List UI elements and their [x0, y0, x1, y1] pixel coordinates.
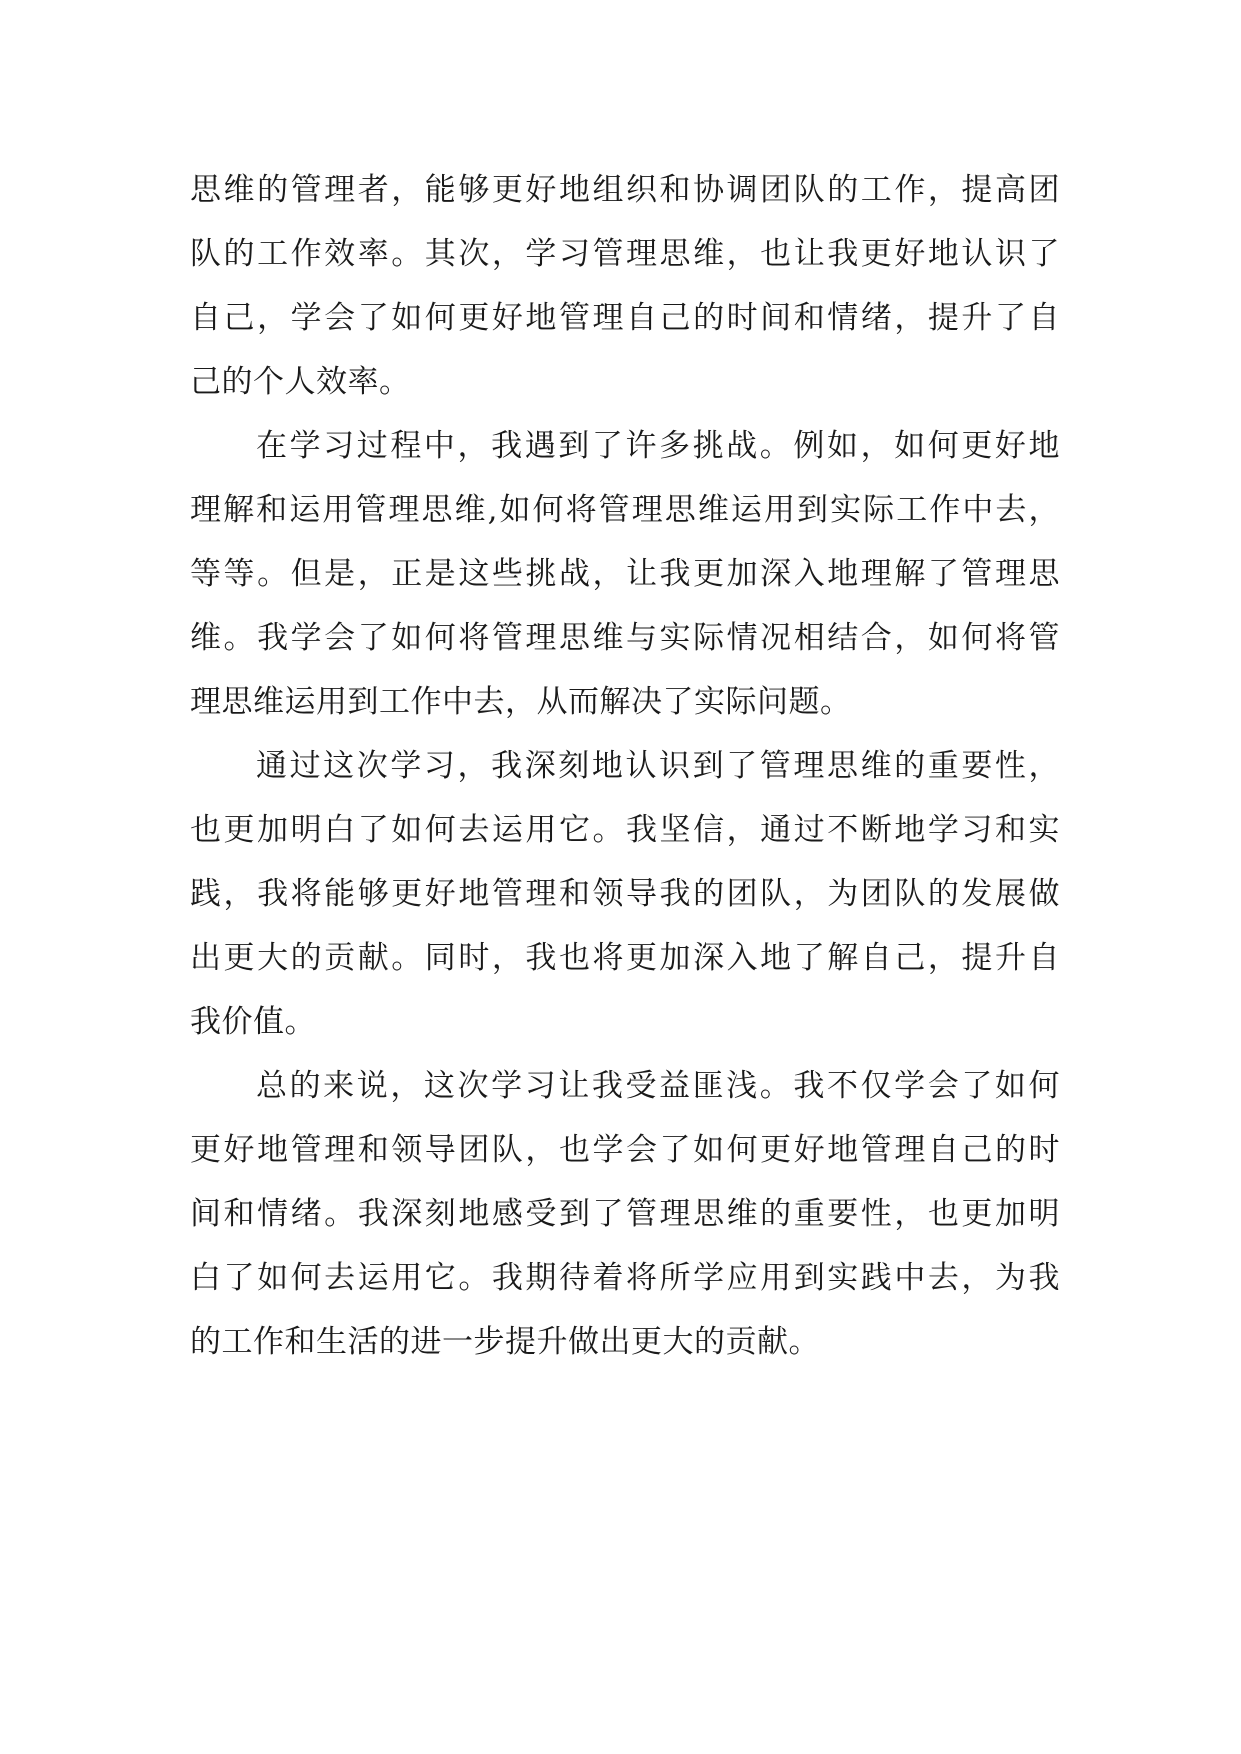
text-line: 理解和运用管理思维,如何将管理思维运用到实际工作中去， [190, 492, 1060, 528]
text-line: 间和情绪。我深刻地感受到了管理思维的重要性，也更加明 [190, 1196, 1060, 1232]
text-line: 等等。但是，正是这些挑战，让我更加深入地理解了管理思 [190, 556, 1060, 592]
text-line: 队的工作效率。其次，学习管理思维，也让我更好地认识了 [190, 236, 1060, 272]
text-line: 在学习过程中，我遇到了许多挑战。例如，如何更好地 [256, 428, 1060, 464]
text-line: 己的个人效率。 [190, 364, 411, 400]
text-line: 理思维运用到工作中去，从而解决了实际问题。 [190, 684, 852, 720]
text-line: 的工作和生活的进一步提升做出更大的贡献。 [190, 1324, 820, 1360]
text-line: 通过这次学习，我深刻地认识到了管理思维的重要性， [256, 748, 1060, 784]
text-line: 总的来说，这次学习让我受益匪浅。我不仅学会了如何 [256, 1068, 1060, 1104]
document-body [190, 158, 1060, 1374]
text-line: 我价值。 [190, 1004, 316, 1040]
text-line: 自己，学会了如何更好地管理自己的时间和情绪，提升了自 [190, 300, 1060, 336]
text-line: 更好地管理和领导团队，也学会了如何更好地管理自己的时 [190, 1132, 1060, 1168]
paragraph [190, 734, 1060, 1054]
paragraph [190, 414, 1060, 734]
text-line: 出更大的贡献。同时，我也将更加深入地了解自己，提升自 [190, 940, 1060, 976]
text-line: 也更加明白了如何去运用它。我坚信，通过不断地学习和实 [190, 812, 1060, 848]
paragraph [190, 158, 1060, 414]
paragraph [190, 1054, 1060, 1374]
text-line: 思维的管理者，能够更好地组织和协调团队的工作，提高团 [190, 172, 1060, 208]
text-line: 白了如何去运用它。我期待着将所学应用到实践中去，为我 [190, 1260, 1060, 1296]
text-line: 践，我将能够更好地管理和领导我的团队，为团队的发展做 [190, 876, 1060, 912]
text-line: 维。我学会了如何将管理思维与实际情况相结合，如何将管 [190, 620, 1060, 656]
